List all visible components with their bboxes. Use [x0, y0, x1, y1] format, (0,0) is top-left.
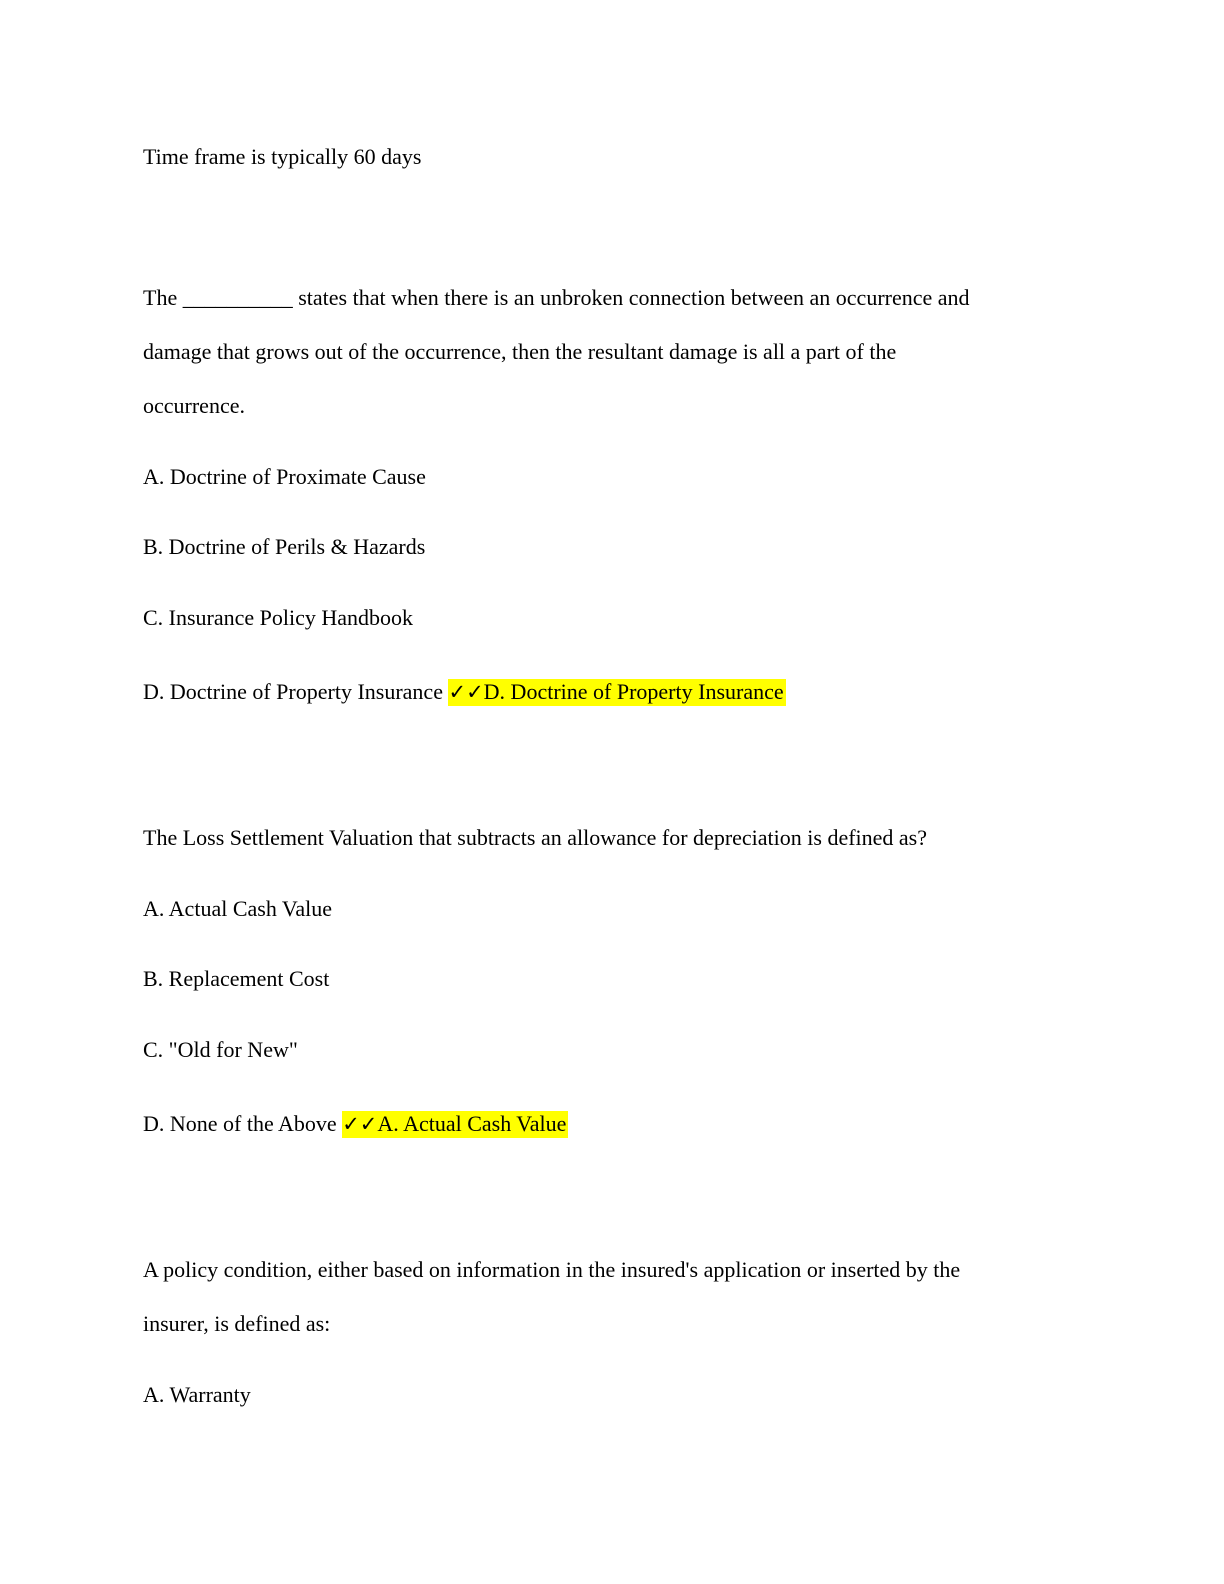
question-2-option-c: C. "Old for New"	[143, 1037, 298, 1062]
question-2-option-b: B. Replacement Cost	[143, 966, 330, 991]
question-1-prompt-line-3: occurrence.	[143, 393, 245, 418]
question-1-answer: D. Doctrine of Property Insurance	[483, 679, 784, 704]
check-icon: ✓✓	[448, 680, 484, 704]
check-icon: ✓✓	[342, 1112, 378, 1136]
question-1-option-a: A. Doctrine of Proximate Cause	[143, 464, 426, 489]
question-1-prompt-line-1: The __________ states that when there is an unbroken connection between an occurrence and	[143, 285, 970, 310]
question-1-prompt-line-2: damage that grows out of the occurrence, then the resultant damage is all a part of the	[143, 339, 897, 364]
question-2-option-a: A. Actual Cash Value	[143, 896, 333, 921]
question-1-option-b: B. Doctrine of Perils & Hazards	[143, 534, 426, 559]
intro-text: Time frame is typically 60 days	[143, 144, 422, 169]
question-3-prompt-line-1: A policy condition, either based on information in the insured's application or inserted by the	[143, 1257, 961, 1282]
question-1-option-c: C. Insurance Policy Handbook	[143, 605, 414, 630]
question-1-option-d: D. Doctrine of Property Insurance	[143, 679, 443, 704]
question-3-option-a: A. Warranty	[143, 1382, 251, 1407]
question-2-prompt-line-1: The Loss Settlement Valuation that subtracts an allowance for depreciation is defined as?	[143, 825, 928, 850]
question-1-option-d-row	[143, 678, 786, 706]
question-3-prompt-line-2: insurer, is defined as:	[143, 1311, 331, 1336]
question-1-answer-highlight	[448, 679, 785, 706]
question-2-answer: A. Actual Cash Value	[377, 1111, 567, 1136]
question-2-option-d: D. None of the Above	[143, 1111, 337, 1136]
question-2-option-d-row	[143, 1110, 568, 1138]
question-2-answer-highlight	[342, 1111, 568, 1138]
